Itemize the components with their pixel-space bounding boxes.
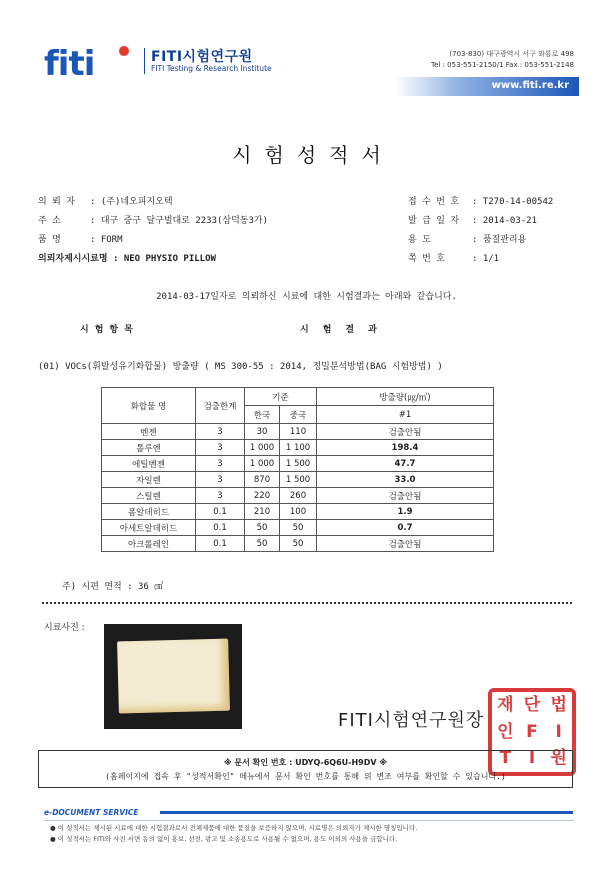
cell-result: 0.7	[317, 520, 494, 536]
test-method: (01) VOCs(휘발성유기화합물) 방출량 ( MS 300-55 : 2014, 정밀분석방법(BAG 시험방법) )	[38, 362, 443, 372]
logo-text: fiti	[44, 44, 95, 82]
table-body	[102, 424, 494, 552]
voc-results-table	[101, 387, 494, 552]
cell-limit: 0.1	[196, 504, 245, 520]
cell-korea: 50	[245, 520, 280, 536]
issue-date-label: 발 급 일 자	[408, 216, 460, 226]
sample-photo-label: 시료사진 :	[44, 623, 85, 633]
cell-compound: 자일렌	[102, 472, 196, 488]
footer-bullet-2: ● 이 성적서는 FITI와 사전 서면 동의 없이 홍보, 선전, 광고 및 소송용도로 사용될 수 없으며, 용도 이외의 사용을 금합니다.	[50, 835, 398, 843]
cell-china: 260	[280, 488, 317, 504]
cell-limit: 3	[196, 472, 245, 488]
institute-name-kr: FITI시험연구원	[151, 49, 253, 65]
receipt-number-label: 접 수 번 호	[408, 197, 460, 207]
purpose-value: : 품질관리용	[472, 235, 527, 245]
cell-korea: 50	[245, 536, 280, 552]
section-test-items: 시험항목	[80, 325, 139, 335]
logo-separator	[144, 48, 145, 74]
edocument-service-label: e-DOCUMENT SERVICE	[44, 808, 139, 817]
cell-result: 검출안됨	[317, 424, 494, 440]
institute-name-en: FITI Testing & Research Institute	[151, 64, 272, 73]
foam-sample-image	[117, 639, 230, 714]
document-title: 시험성적서	[232, 143, 394, 167]
fiti-logo	[44, 44, 136, 82]
cell-compound: 아크롤레인	[102, 536, 196, 552]
seal-char: 인	[497, 721, 514, 742]
logo-dot-icon	[119, 46, 129, 56]
product-row	[38, 232, 123, 245]
cell-limit: 3	[196, 440, 245, 456]
specimen-area-note: 주) 시편 면적 : 36 ㎠	[62, 582, 164, 592]
seal-char: I	[528, 748, 536, 769]
table-row	[102, 440, 494, 456]
cell-china: 100	[280, 504, 317, 520]
cell-result: 33.0	[317, 472, 494, 488]
cell-limit: 0.1	[196, 536, 245, 552]
intro-text: 2014-03-17일자로 의뢰하신 시료에 대한 시험결과는 아래와 같습니다.	[156, 292, 457, 302]
cell-compound: 톨루엔	[102, 440, 196, 456]
product-value: : FORM	[90, 235, 123, 245]
cell-compound: 벤젠	[102, 424, 196, 440]
table-row	[102, 520, 494, 536]
cell-compound: 아세트알데히드	[102, 520, 196, 536]
confirmation-number: ※ 문서 확인 번호 : UDYQ-6Q6U-H9DV ※	[223, 758, 388, 767]
address-label: 주 소	[38, 216, 61, 226]
seal-char: 재	[497, 695, 514, 715]
director-signature: FITI시험연구원장	[338, 710, 485, 731]
receipt-number-value: : T270-14-00542	[472, 197, 554, 207]
footer-rule-thin	[44, 820, 574, 821]
cell-result: 검출안됨	[317, 488, 494, 504]
sample-name-row	[38, 251, 216, 264]
seal-char: T	[499, 748, 512, 769]
seal-char: 단	[523, 695, 541, 715]
seal-char: F	[526, 721, 538, 742]
table-row	[102, 472, 494, 488]
client-label: 의 뢰 자	[38, 197, 75, 207]
client-row	[38, 194, 173, 207]
table-row	[102, 504, 494, 520]
cell-korea: 210	[245, 504, 280, 520]
page-number-row	[408, 251, 499, 264]
cell-china: 1 100	[280, 440, 317, 456]
address-row	[38, 213, 268, 226]
section-test-results: 시험결과	[300, 325, 391, 335]
cell-limit: 3	[196, 456, 245, 472]
page-number-label: 쪽 번 호	[408, 254, 445, 264]
client-value: : (주)네오피지오텍	[90, 197, 173, 207]
seal-char: 법	[550, 695, 567, 715]
receipt-number-row	[408, 194, 553, 207]
cell-compound: 에틸벤젠	[102, 456, 196, 472]
cell-china: 110	[280, 424, 317, 440]
table-row	[102, 536, 494, 552]
cell-limit: 3	[196, 488, 245, 504]
institute-address: (703-830) 대구광역시 서구 와룡로 498	[449, 50, 574, 58]
th-limit: 검출한계	[196, 388, 245, 424]
footer-rule	[160, 811, 573, 814]
th-standard: 기준	[245, 388, 317, 406]
cell-compound: 폼알데히드	[102, 504, 196, 520]
page-number-value: : 1/1	[472, 254, 500, 264]
th-sample-no: #1	[317, 406, 494, 424]
seal-char: 원	[550, 748, 567, 769]
seal-char: I	[555, 721, 562, 742]
th-emission: 방출량(㎍/㎥)	[317, 388, 494, 406]
table-row	[102, 488, 494, 504]
institute-url[interactable]: www.fiti.re.kr	[491, 80, 569, 91]
sample-name-label: 의뢰자제시시료명	[38, 254, 108, 264]
cell-korea: 220	[245, 488, 280, 504]
cell-compound: 스틸렌	[102, 488, 196, 504]
table-row	[102, 424, 494, 440]
issue-date-value: : 2014-03-21	[472, 216, 538, 226]
cell-result: 47.7	[317, 456, 494, 472]
cell-korea: 30	[245, 424, 280, 440]
institute-phone-fax: Tel : 053-551-2150/1 Fax : 053-551-2148	[431, 61, 574, 69]
purpose-row	[408, 232, 526, 245]
purpose-label: 용 도	[408, 235, 431, 245]
cell-china: 1 500	[280, 472, 317, 488]
cell-korea: 1 000	[245, 456, 280, 472]
divider-line	[42, 602, 572, 608]
confirmation-instructions: (홈페이지에 접속 후 "성적서확인" 메뉴에서 문서 확인 번호를 통해 위 변조 여부를 확인할 수 있습니다.)	[105, 772, 506, 781]
product-label: 품 명	[38, 235, 61, 245]
cell-limit: 0.1	[196, 520, 245, 536]
th-china: 중국	[280, 406, 317, 424]
issue-date-row	[408, 213, 537, 226]
url-banner	[395, 77, 579, 96]
address-value: : 대구 중구 달구벌대로 2233(삼덕동3가)	[90, 216, 269, 226]
sample-name-value: : NEO PHYSIO PILLOW	[112, 254, 216, 264]
cell-china: 50	[280, 520, 317, 536]
cell-korea: 1 000	[245, 440, 280, 456]
cell-limit: 3	[196, 424, 245, 440]
table-row	[102, 456, 494, 472]
cell-result: 검출안됨	[317, 536, 494, 552]
cell-korea: 870	[245, 472, 280, 488]
footer-bullet-1: ● 이 성적서는 제시된 시료에 대한 시험결과로서 전체제품에 대한 품질을 보증하지 않으며, 시료명은 의뢰자가 제시한 명칭입니다.	[50, 824, 418, 832]
cell-china: 1 500	[280, 456, 317, 472]
th-compound: 화합물 명	[102, 388, 196, 424]
cell-result: 1.9	[317, 504, 494, 520]
document-confirmation-box	[38, 750, 573, 788]
th-korea: 한국	[245, 406, 280, 424]
cell-china: 50	[280, 536, 317, 552]
cell-result: 198.4	[317, 440, 494, 456]
